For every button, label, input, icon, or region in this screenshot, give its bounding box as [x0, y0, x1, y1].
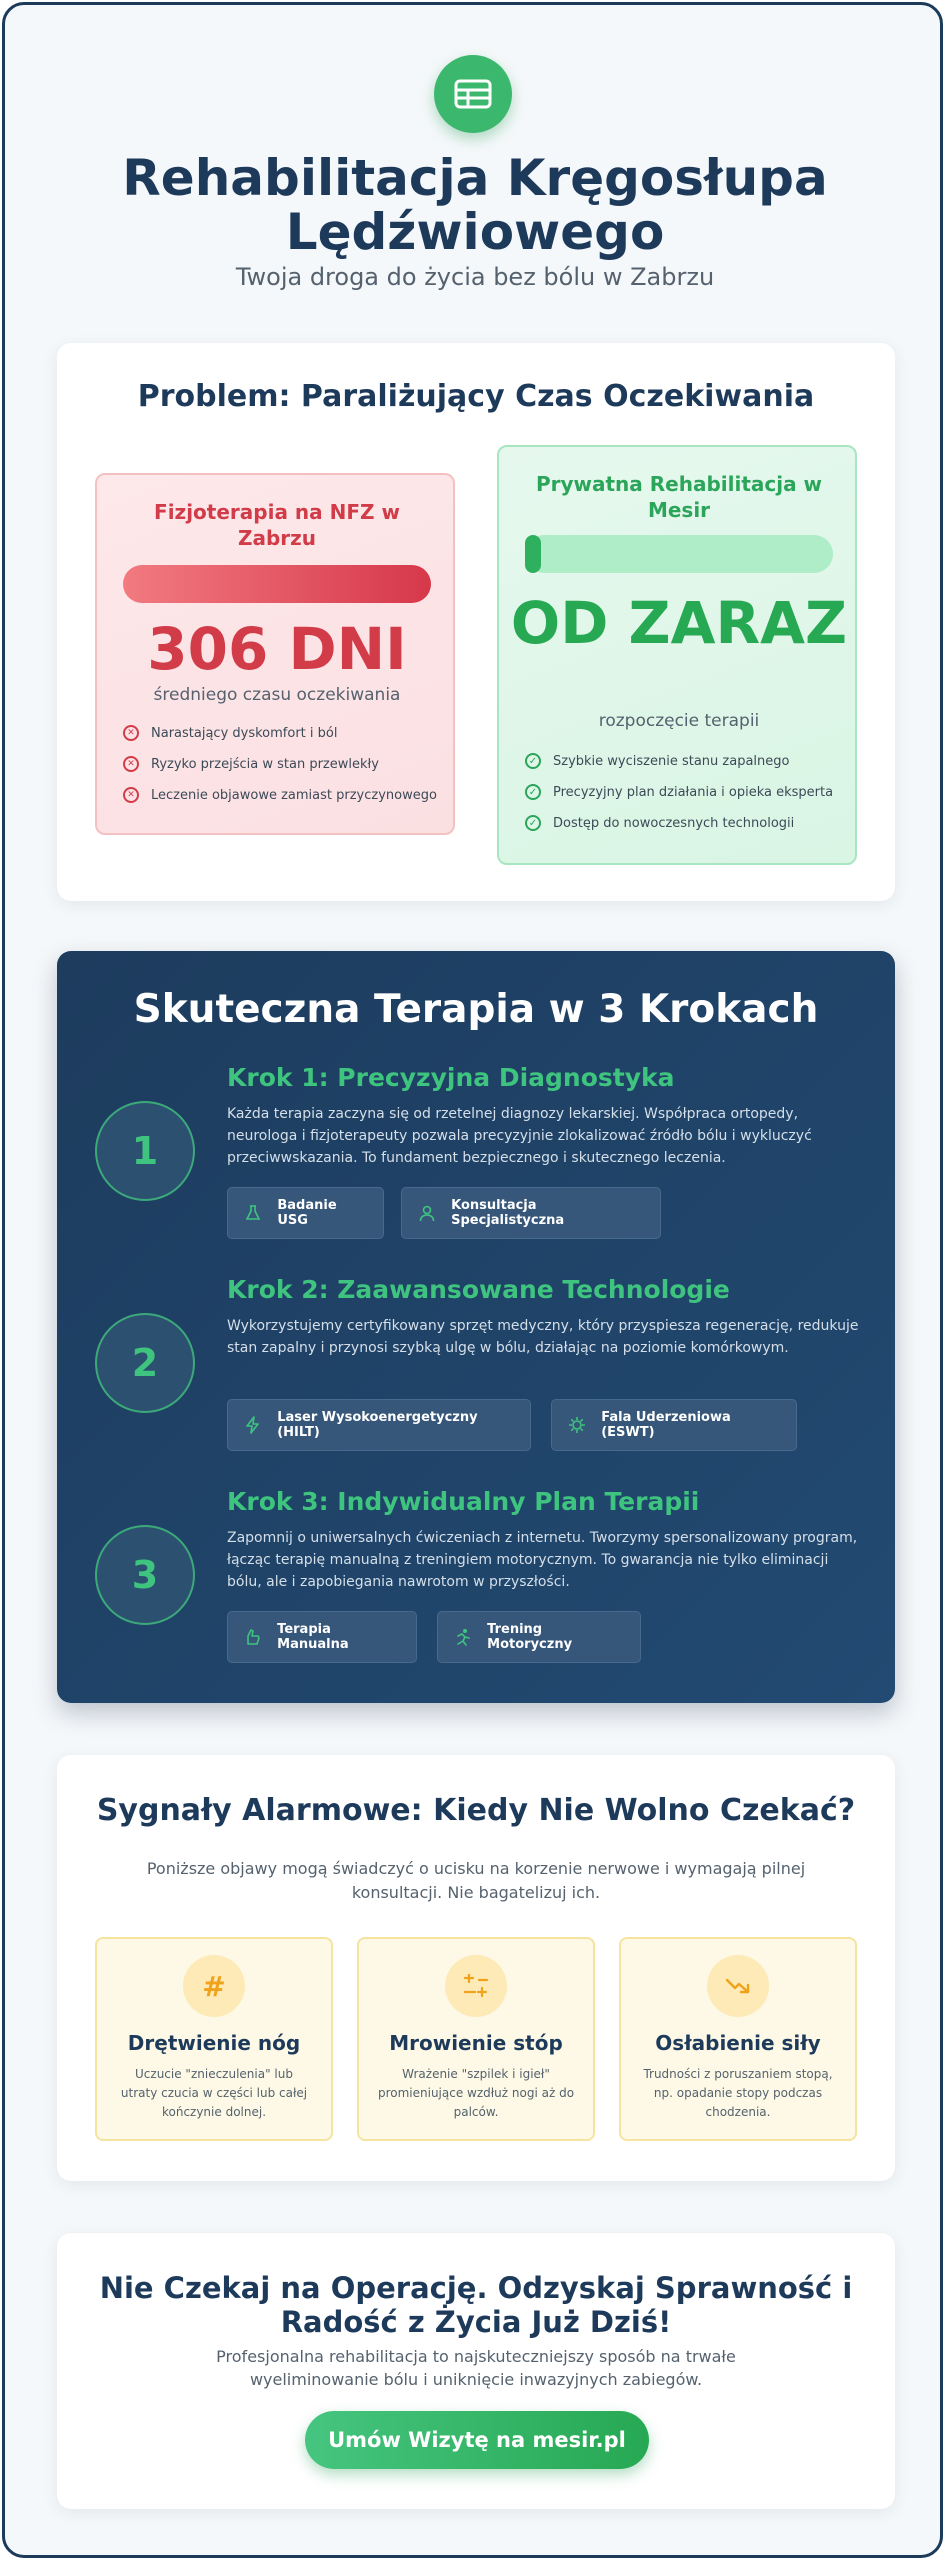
tag-konsultacja: Konsultacja Specjalistyczna — [401, 1187, 661, 1239]
page-title: Rehabilitacja Kręgosłupa Lędźwiowego — [122, 149, 828, 261]
book-visit-button[interactable]: Umów Wizytę na mesir.pl — [305, 2411, 649, 2469]
problem-section — [57, 343, 895, 901]
close-circle-icon: ✕ — [123, 756, 139, 772]
private-card — [497, 445, 857, 865]
hand-icon — [242, 1626, 263, 1648]
private-progress-track — [525, 535, 833, 573]
step-number: 2 — [95, 1313, 195, 1413]
alarm-text: Wrażenie "szpilek i igieł" promieniujące wzdłuż nogi aż do palców. — [377, 2067, 575, 2119]
check-circle-icon: ✓ — [525, 784, 541, 800]
sparkle-icon — [445, 1955, 507, 2017]
alarms-title: Sygnały Alarmowe: Kiedy Nie Wolno Czekać? — [96, 1793, 856, 1828]
therapy-title: Skuteczna Terapia w 3 Krokach — [133, 987, 819, 1032]
alarm-title: Mrowienie stóp — [389, 2031, 563, 2055]
cta-description: Profesjonalna rehabilitacja to najskuteczniejszy sposób na trwałe wyeliminowanie bólu i uniknięcie inwazyjnych zabiegów. — [216, 2347, 736, 2389]
alarm-text: Uczucie "znieczulenia" lub utraty czucia w części lub całej kończynie dolnej. — [120, 2067, 308, 2119]
tag-badanie-usg: Badanie USG — [227, 1187, 384, 1239]
problem-title: Problem: Paraliżujący Czas Oczekiwania — [137, 379, 815, 414]
lightning-icon — [242, 1414, 263, 1436]
private-caption: rozpoczęcie terapii — [598, 711, 760, 731]
step-title: Krok 3: Indywidualny Plan Terapii — [227, 1487, 700, 1516]
alarm-text: Trudności z poruszaniem stopą, np. opadanie stopy podczas chodzenia. — [643, 2067, 833, 2119]
user-icon — [416, 1202, 437, 1224]
tag-laser: Laser Wysokoenergetyczny (HILT) — [227, 1399, 531, 1451]
cta-section — [57, 2233, 895, 2509]
nfz-value: 306 DNI — [147, 615, 407, 683]
nfz-card — [95, 473, 455, 835]
tag-fala: Fala Uderzeniowa (ESWT) — [551, 1399, 797, 1451]
burst-icon — [566, 1414, 587, 1436]
alarm-card — [357, 1937, 595, 2141]
close-circle-icon: ✕ — [123, 787, 139, 803]
alarms-description: Poniższe objawy mogą świadczyć o ucisku na korzenie nerwowe i wymagają pilnej konsultacji. Nie bagatelizuj ich. — [146, 1859, 806, 1902]
nfz-caption: średniego czasu oczekiwania — [153, 685, 401, 705]
trend-down-icon — [707, 1955, 769, 2017]
step-text: Wykorzystujemy certyfikowany sprzęt medyczny, który przyspiesza regenerację, redukuje stan zapalny i przynosi szybką ulgę w bólu, działając na poziomie komórkowym. — [227, 1318, 859, 1356]
alarm-card — [95, 1937, 333, 2141]
tag-terapia-manualna: Terapia Manualna — [227, 1611, 417, 1663]
alarm-title: Osłabienie siły — [655, 2031, 821, 2055]
cta-title: Nie Czekaj na Operację. Odzyskaj Sprawność i Radość z Życia Już Dziś! — [99, 2271, 853, 2339]
therapy-section — [57, 951, 895, 1703]
list-item: ✓ Dostęp do nowoczesnych technologii — [525, 815, 794, 831]
nfz-wait-bar — [123, 565, 431, 603]
running-icon — [452, 1626, 473, 1648]
step-title: Krok 2: Zaawansowane Technologie — [227, 1275, 730, 1304]
list-item: ✕ Leczenie objawowe zamiast przyczynowego — [123, 787, 437, 803]
table-icon — [434, 55, 512, 133]
list-item: ✓ Szybkie wyciszenie stanu zapalnego — [525, 753, 789, 769]
private-progress-fill — [525, 535, 541, 573]
page-subtitle: Twoja droga do życia bez bólu w Zabrzu — [235, 263, 715, 291]
nfz-title: Fizjoterapia na NFZ w Zabrzu — [154, 500, 400, 550]
private-title: Prywatna Rehabilitacja w Mesir — [535, 472, 823, 522]
tag-trening: Trening Motoryczny — [437, 1611, 641, 1663]
alarm-title: Drętwienie nóg — [127, 2031, 301, 2055]
list-item: ✕ Narastający dyskomfort i ból — [123, 725, 337, 741]
flask-icon — [242, 1202, 263, 1224]
private-value: OD ZARAZ — [510, 589, 848, 657]
step-title: Krok 1: Precyzyjna Diagnostyka — [227, 1063, 675, 1092]
list-item: ✓ Precyzyjny plan działania i opieka eksperta — [525, 784, 833, 800]
close-circle-icon: ✕ — [123, 725, 139, 741]
check-circle-icon: ✓ — [525, 753, 541, 769]
alarms-section — [57, 1755, 895, 2181]
check-circle-icon: ✓ — [525, 815, 541, 831]
hash-icon: # — [183, 1955, 245, 2017]
alarm-card — [619, 1937, 857, 2141]
step-number: 1 — [95, 1101, 195, 1201]
step-number: 3 — [95, 1525, 195, 1625]
page-frame — [2, 2, 943, 2558]
list-item: ✕ Ryzyko przejścia w stan przewlekły — [123, 756, 379, 772]
step-text: Każda terapia zaczyna się od rzetelnej diagnozy lekarskiej. Współpraca ortopedy, neurologa i fizjoterapeuty pozwala precyzyjnie zlokalizować źródło bólu i wykluczyć przeciwwskazania. To fundament bezpiecznego i skutecznego leczenia. — [227, 1106, 812, 1166]
step-text: Zapomnij o uniwersalnych ćwiczeniach z internetu. Tworzymy spersonalizowany program, łącząc terapię manualną z treningiem motorycznym. To gwarancja nie tylko eliminacji bólu, ale i zapobiegania nawrotom w przyszłości. — [227, 1530, 858, 1590]
